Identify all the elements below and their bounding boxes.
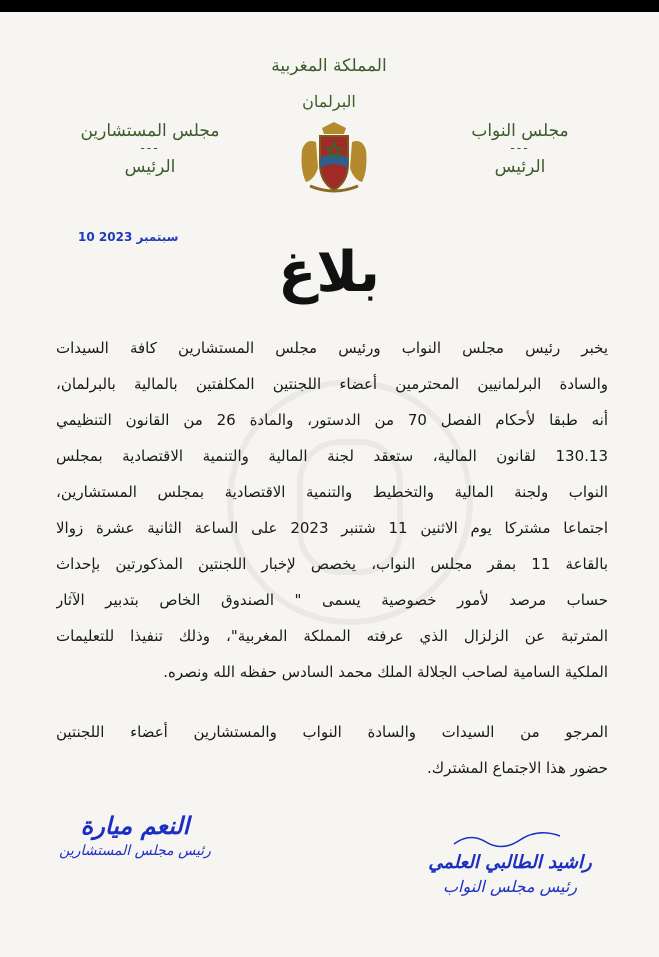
separator: --- — [510, 141, 530, 156]
body-line: يخبر رئيس مجلس النواب ورئيس مجلس المستشارين كافة السيدات — [56, 339, 608, 357]
signature-role: رئيس مجلس المستشارين — [59, 843, 211, 859]
signature-councillors-president — [40, 810, 230, 860]
body-line: بالقاعة 11 بمقر مجلس النواب، يخصص لإخبار اللجنتين المذكورتين بإحداث — [56, 555, 608, 573]
body-line: اجتماعا مشتركا يوم الاثنين 11 شتنبر 2023 على الساعة الثانية عشرة زوالا — [56, 519, 608, 537]
document-page — [0, 12, 659, 957]
body-line: النواب ولجنة المالية والتخطيط والتنمية الاقتصادية بمجلس المستشارين، — [56, 483, 608, 501]
kingdom-title: المملكة المغربية — [271, 56, 387, 76]
house-of-representatives-header — [430, 120, 610, 178]
signature-role: رئيس مجلس النواب — [442, 877, 578, 896]
signature-name: النعم ميارة — [80, 811, 190, 840]
separator: --- — [140, 141, 160, 156]
chamber-role: الرئيس — [124, 157, 176, 177]
body-line: والسادة البرلمانيين المحترمين أعضاء اللجنتين المكلفتين بالمالية بالبرلمان، — [56, 375, 608, 393]
communique-title: بلاغ — [278, 240, 380, 305]
coat-of-arms-icon — [296, 120, 372, 196]
body-line: أنه طبقا لأحكام الفصل 70 من الدستور، والمادة 26 من القانون التنظيمي — [56, 411, 608, 429]
body-line: المرجو من السيدات والسادة النواب والمستشارين أعضاء اللجنتين — [56, 723, 608, 741]
communique-body — [56, 330, 608, 786]
body-line: حضور هذا الاجتماع المشترك. — [427, 759, 608, 777]
paragraph-gap — [56, 690, 608, 714]
parliament-title: البرلمان — [302, 92, 356, 111]
body-line: المترتبة عن الزلزال الذي عرفته المملكة المغربية"، وذلك تنفيذا للتعليمات — [56, 627, 608, 645]
signature-representatives-president — [400, 830, 620, 898]
body-line: حساب مرصد لأمور خصوصية يسمى " الصندوق الخاص بتدبير الآثار — [56, 591, 608, 609]
house-of-councillors-header — [60, 120, 240, 178]
signature-name: راشيد الطالبي العلمي — [428, 852, 592, 873]
document-date: 10 سبتمبر 2023 — [78, 230, 179, 244]
chamber-name: مجلس النواب — [471, 121, 569, 141]
body-line: الملكية السامية لصاحب الجلالة الملك محمد السادس حفظه الله ونصره. — [163, 663, 608, 681]
chamber-name: مجلس المستشارين — [80, 121, 220, 141]
chamber-role: الرئيس — [494, 157, 546, 177]
body-line: 130.13 لقانون المالية، ستعقد لجنة المالية والتنمية الاقتصادية بمجلس — [56, 447, 608, 465]
signature-scribble-icon — [450, 830, 570, 850]
